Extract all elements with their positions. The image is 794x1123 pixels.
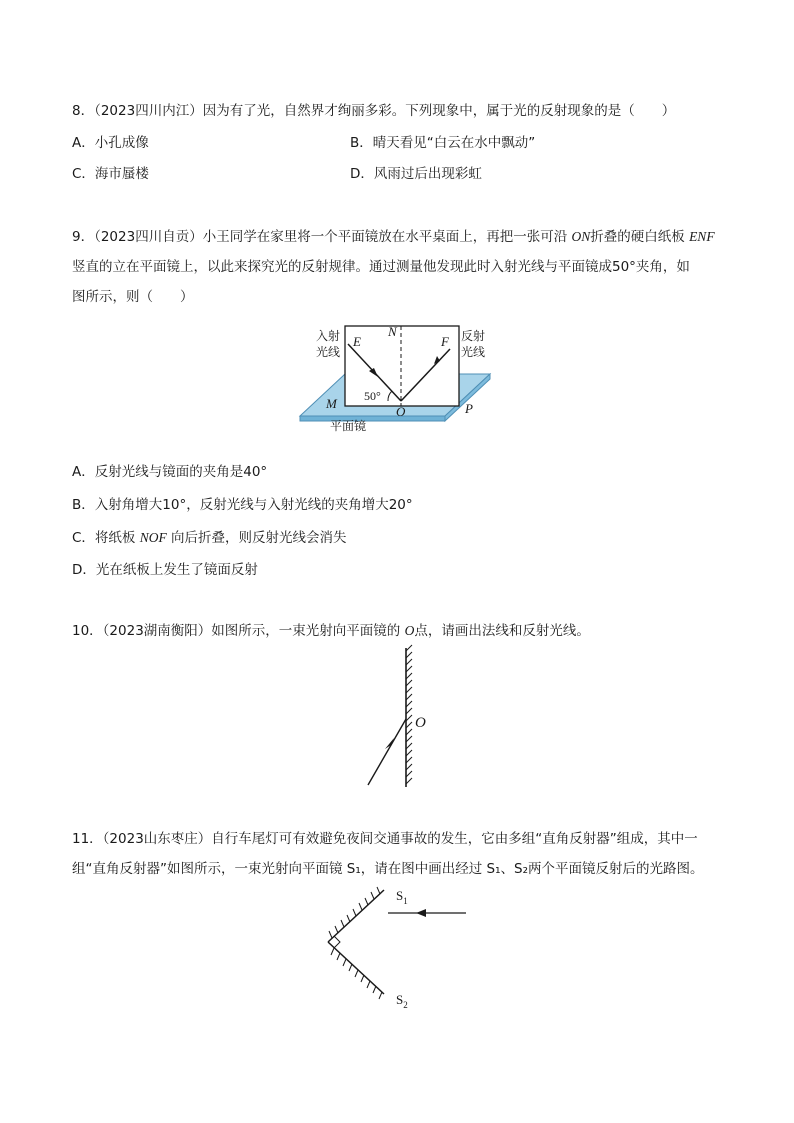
label-s2: $S_2$ [396, 992, 408, 1010]
q9-option-d: D．光在纸板上发生了镜面反射 [72, 562, 258, 578]
q11-stem-line1: 11．（2023山东枣庄）自行车尾灯可有效避免夜间交通事故的发生，它由多组“直角反射器”组成，其中一 [72, 831, 698, 847]
label-p: P [465, 401, 473, 416]
label-f: F [441, 334, 449, 349]
incident-arrow [416, 909, 426, 917]
incident-label-1: 入射 [316, 329, 341, 343]
q8-option-b: B．晴天看见“白云在水中飘动” [350, 135, 536, 151]
q10-mirror-figure [360, 645, 440, 790]
label-o: O [415, 715, 426, 731]
q8-stem: 8．（2023四川内江）因为有了光，自然界才绚丽多彩。下列现象中，属于光的反射现象的是（ ） [72, 103, 676, 119]
angle-label: 50° [364, 389, 381, 403]
mirror-s2-hatching [331, 948, 382, 999]
q11-stem-line2: 组“直角反射器”如图所示，一束光射向平面镜 S₁，请在图中画出经过 S₁、S₂两个平面镜反射后的光路图。 [72, 861, 704, 877]
q9-option-a: A．反射光线与镜面的夹角是40° [72, 464, 268, 480]
q9-stem-line3: 图所示，则（ ） [72, 289, 194, 305]
q10-stem: 10．（2023湖南衡阳）如图所示，一束光射向平面镜的 O点，请画出法线和反射光线。 [72, 623, 590, 639]
q9-option-b: B．入射角增大10°，反射光线与入射光线的夹角增大20° [72, 497, 413, 513]
q9-reflection-figure [300, 318, 500, 453]
label-m: M [326, 396, 337, 411]
q9-stem-line1: 9．（2023四川自贡）小王同学在家里将一个平面镜放在水平桌面上，再把一张可沿 ON折叠的硬白纸板 ENF [72, 229, 715, 245]
q8-option-c: C．海市蜃楼 [72, 166, 149, 182]
reflected-label-1: 反射 [461, 329, 486, 343]
q11-corner-reflector-figure [318, 880, 478, 1010]
mirror-hatching [406, 645, 412, 784]
q9-option-c: C．将纸板 NOF 向后折叠，则反射光线会消失 [72, 530, 347, 546]
q8-option-a: A．小孔成像 [72, 135, 149, 151]
mirror-label: 平面镜 [330, 419, 367, 433]
plane-mirror-edge [300, 416, 445, 421]
incident-ray [368, 719, 406, 785]
label-e: E [353, 334, 361, 349]
label-n: N [388, 324, 397, 339]
right-angle-mark [334, 936, 340, 948]
label-s1: $S_1$ [396, 888, 408, 906]
incident-label-2: 光线 [316, 345, 341, 359]
label-o: O [396, 404, 406, 419]
reflected-label-2: 光线 [461, 345, 486, 359]
q9-stem-line2: 竖直的立在平面镜上，以此来探究光的反射规律。通过测量他发现此时入射光线与平面镜成50°夹角，如 [72, 259, 690, 275]
q8-option-d: D．风雨过后出现彩虹 [350, 166, 482, 182]
mirror-s1-hatching [329, 887, 380, 938]
